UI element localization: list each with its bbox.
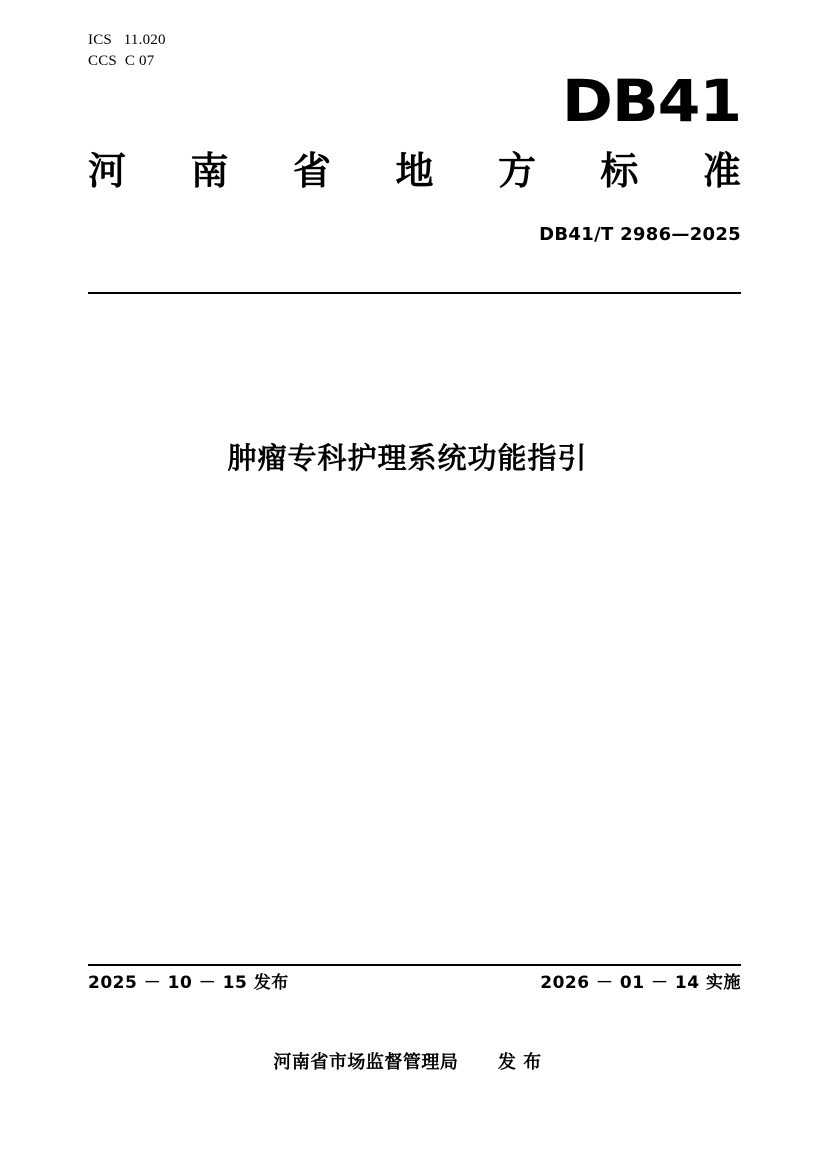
- db41-logo: DB41: [561, 67, 741, 135]
- issuing-authority: [0, 1048, 815, 1074]
- date-row: [88, 968, 741, 993]
- title-char-7: 准: [702, 149, 741, 193]
- classification-codes: [88, 30, 166, 72]
- ics-code: ICS 11.020: [88, 32, 166, 48]
- title-char-5: 方: [497, 149, 536, 193]
- ccs-code: CCS C 07: [88, 53, 155, 69]
- title-char-3: 省: [292, 149, 331, 193]
- title-char-4: 地: [395, 149, 434, 193]
- issue-action: 发 布: [497, 1052, 542, 1073]
- province-standard-title: [88, 148, 741, 194]
- document-title: 肿瘤专科护理系统功能指引: [227, 441, 588, 475]
- standard-number: DB41/T 2986—2025: [539, 224, 741, 245]
- issuer-name: 河南省市场监督管理局: [273, 1052, 459, 1073]
- title-char-1: 河: [88, 149, 127, 193]
- implement-date: 2026 － 01 － 14 实施: [540, 973, 741, 993]
- divider-top: [88, 292, 741, 294]
- divider-bottom: [88, 964, 741, 966]
- title-char-6: 标: [600, 149, 639, 193]
- publish-date: 2025 － 10 － 15 发布: [88, 973, 289, 993]
- title-char-2: 南: [190, 149, 229, 193]
